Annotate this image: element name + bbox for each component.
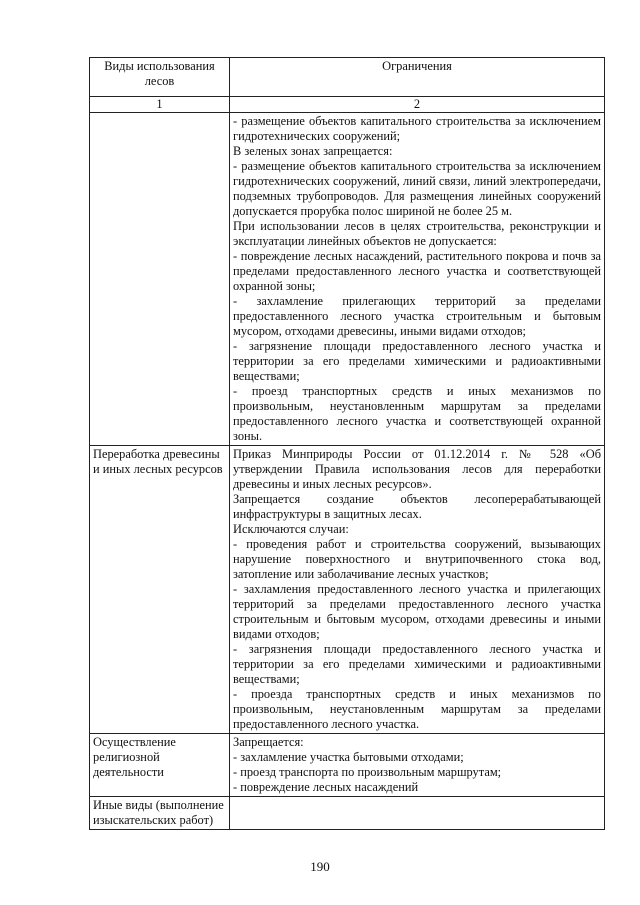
table-row [90, 446, 605, 734]
restriction-line: - повреждение лесных насаждений [233, 780, 419, 794]
restrictions-table [89, 57, 605, 830]
restriction-line: - загрязнения площади предоставленного лесного участка и территории за его пределами химическими и радиоактивными веществами; [233, 642, 601, 686]
restriction-line: - размещение объектов капитального строительства за исключением гидротехнических сооружений, линий связи, линий электропередачи, подземных трубопроводов. Для размещения линейных сооружений допускается прорубка полос шириной не более 25 м. [233, 159, 601, 218]
row-type-cell: Осуществление религиозной деятельности [90, 734, 230, 797]
table-column-number-row [90, 97, 605, 113]
restriction-line: Запрещается создание объектов лесоперерабатывающей инфраструктуры в защитных лесах. [233, 492, 601, 521]
restriction-line: В зеленых зонах запрещается: [233, 144, 393, 158]
page-number: 190 [310, 859, 330, 874]
restriction-line: Исключаются случаи: [233, 522, 349, 536]
restriction-line: - захламление прилегающих территорий за пределами предоставленного лесного участка строительным и бытовым мусором, отходами древесины, иными видами отходов; [233, 294, 601, 338]
restriction-line: - проведения работ и строительства сооружений, вызывающих нарушение поверхностного и внутрипочвенного стока вод, затопление или заболачивание лесных участков; [233, 537, 601, 581]
table-row [90, 734, 605, 797]
row-restrictions-cell [230, 734, 605, 797]
row-type-cell: Иные виды (выполнение изыскательских работ) [90, 797, 230, 830]
restriction-line: При использовании лесов в целях строительства, реконструкции и эксплуатации линейных объектов не допускается: [233, 219, 601, 248]
row-restrictions-cell [230, 446, 605, 734]
row-type-cell: Переработка древесины и иных лесных ресурсов [90, 446, 230, 734]
header-forest-use-types: Виды использования лесов [90, 58, 230, 97]
header-restrictions: Ограничения [230, 58, 605, 97]
restriction-line: - размещение объектов капитального строительства за исключением гидротехнических сооружений; [233, 114, 601, 143]
table-row [90, 797, 605, 830]
row-restrictions-cell [230, 113, 605, 446]
column-number-2: 2 [230, 97, 605, 113]
table-header-row [90, 58, 605, 97]
row-type-cell [90, 113, 230, 446]
column-number-1: 1 [90, 97, 230, 113]
restriction-line: Приказ Минприроды России от 01.12.2014 г. № 528 «Об утверждении Правила использования лесов для переработки древесины и иных лесных ресурсов». [233, 447, 601, 491]
restriction-line: - захламление участка бытовыми отходами; [233, 750, 464, 764]
restriction-line: - проезда транспортных средств и иных механизмов по произвольным, неустановленным маршрутам за пределами предоставленного лесного участка. [233, 687, 601, 731]
restriction-line: - проезд транспортных средств и иных механизмов по произвольным, неустановленным маршрутам за пределами предоставленного лесного участка и соответствующей охранной зоны. [233, 384, 601, 443]
restriction-line: - захламления предоставленного лесного участка и прилегающих территорий за пределами предоставленного лесного участка строительным и бытовым мусором, отходами древесины и иными видами отходов; [233, 582, 601, 641]
restriction-line: - повреждение лесных насаждений, растительного покрова и почв за пределами предоставленного лесного участка и соответствующей охранной зоны; [233, 249, 601, 293]
table-row [90, 113, 605, 446]
restriction-line: - загрязнение площади предоставленного лесного участка и территории за его пределами химическими и радиоактивными веществами; [233, 339, 601, 383]
restriction-line: - проезд транспорта по произвольным маршрутам; [233, 765, 502, 779]
row-restrictions-cell [230, 797, 605, 830]
restriction-line: Запрещается: [233, 735, 304, 749]
